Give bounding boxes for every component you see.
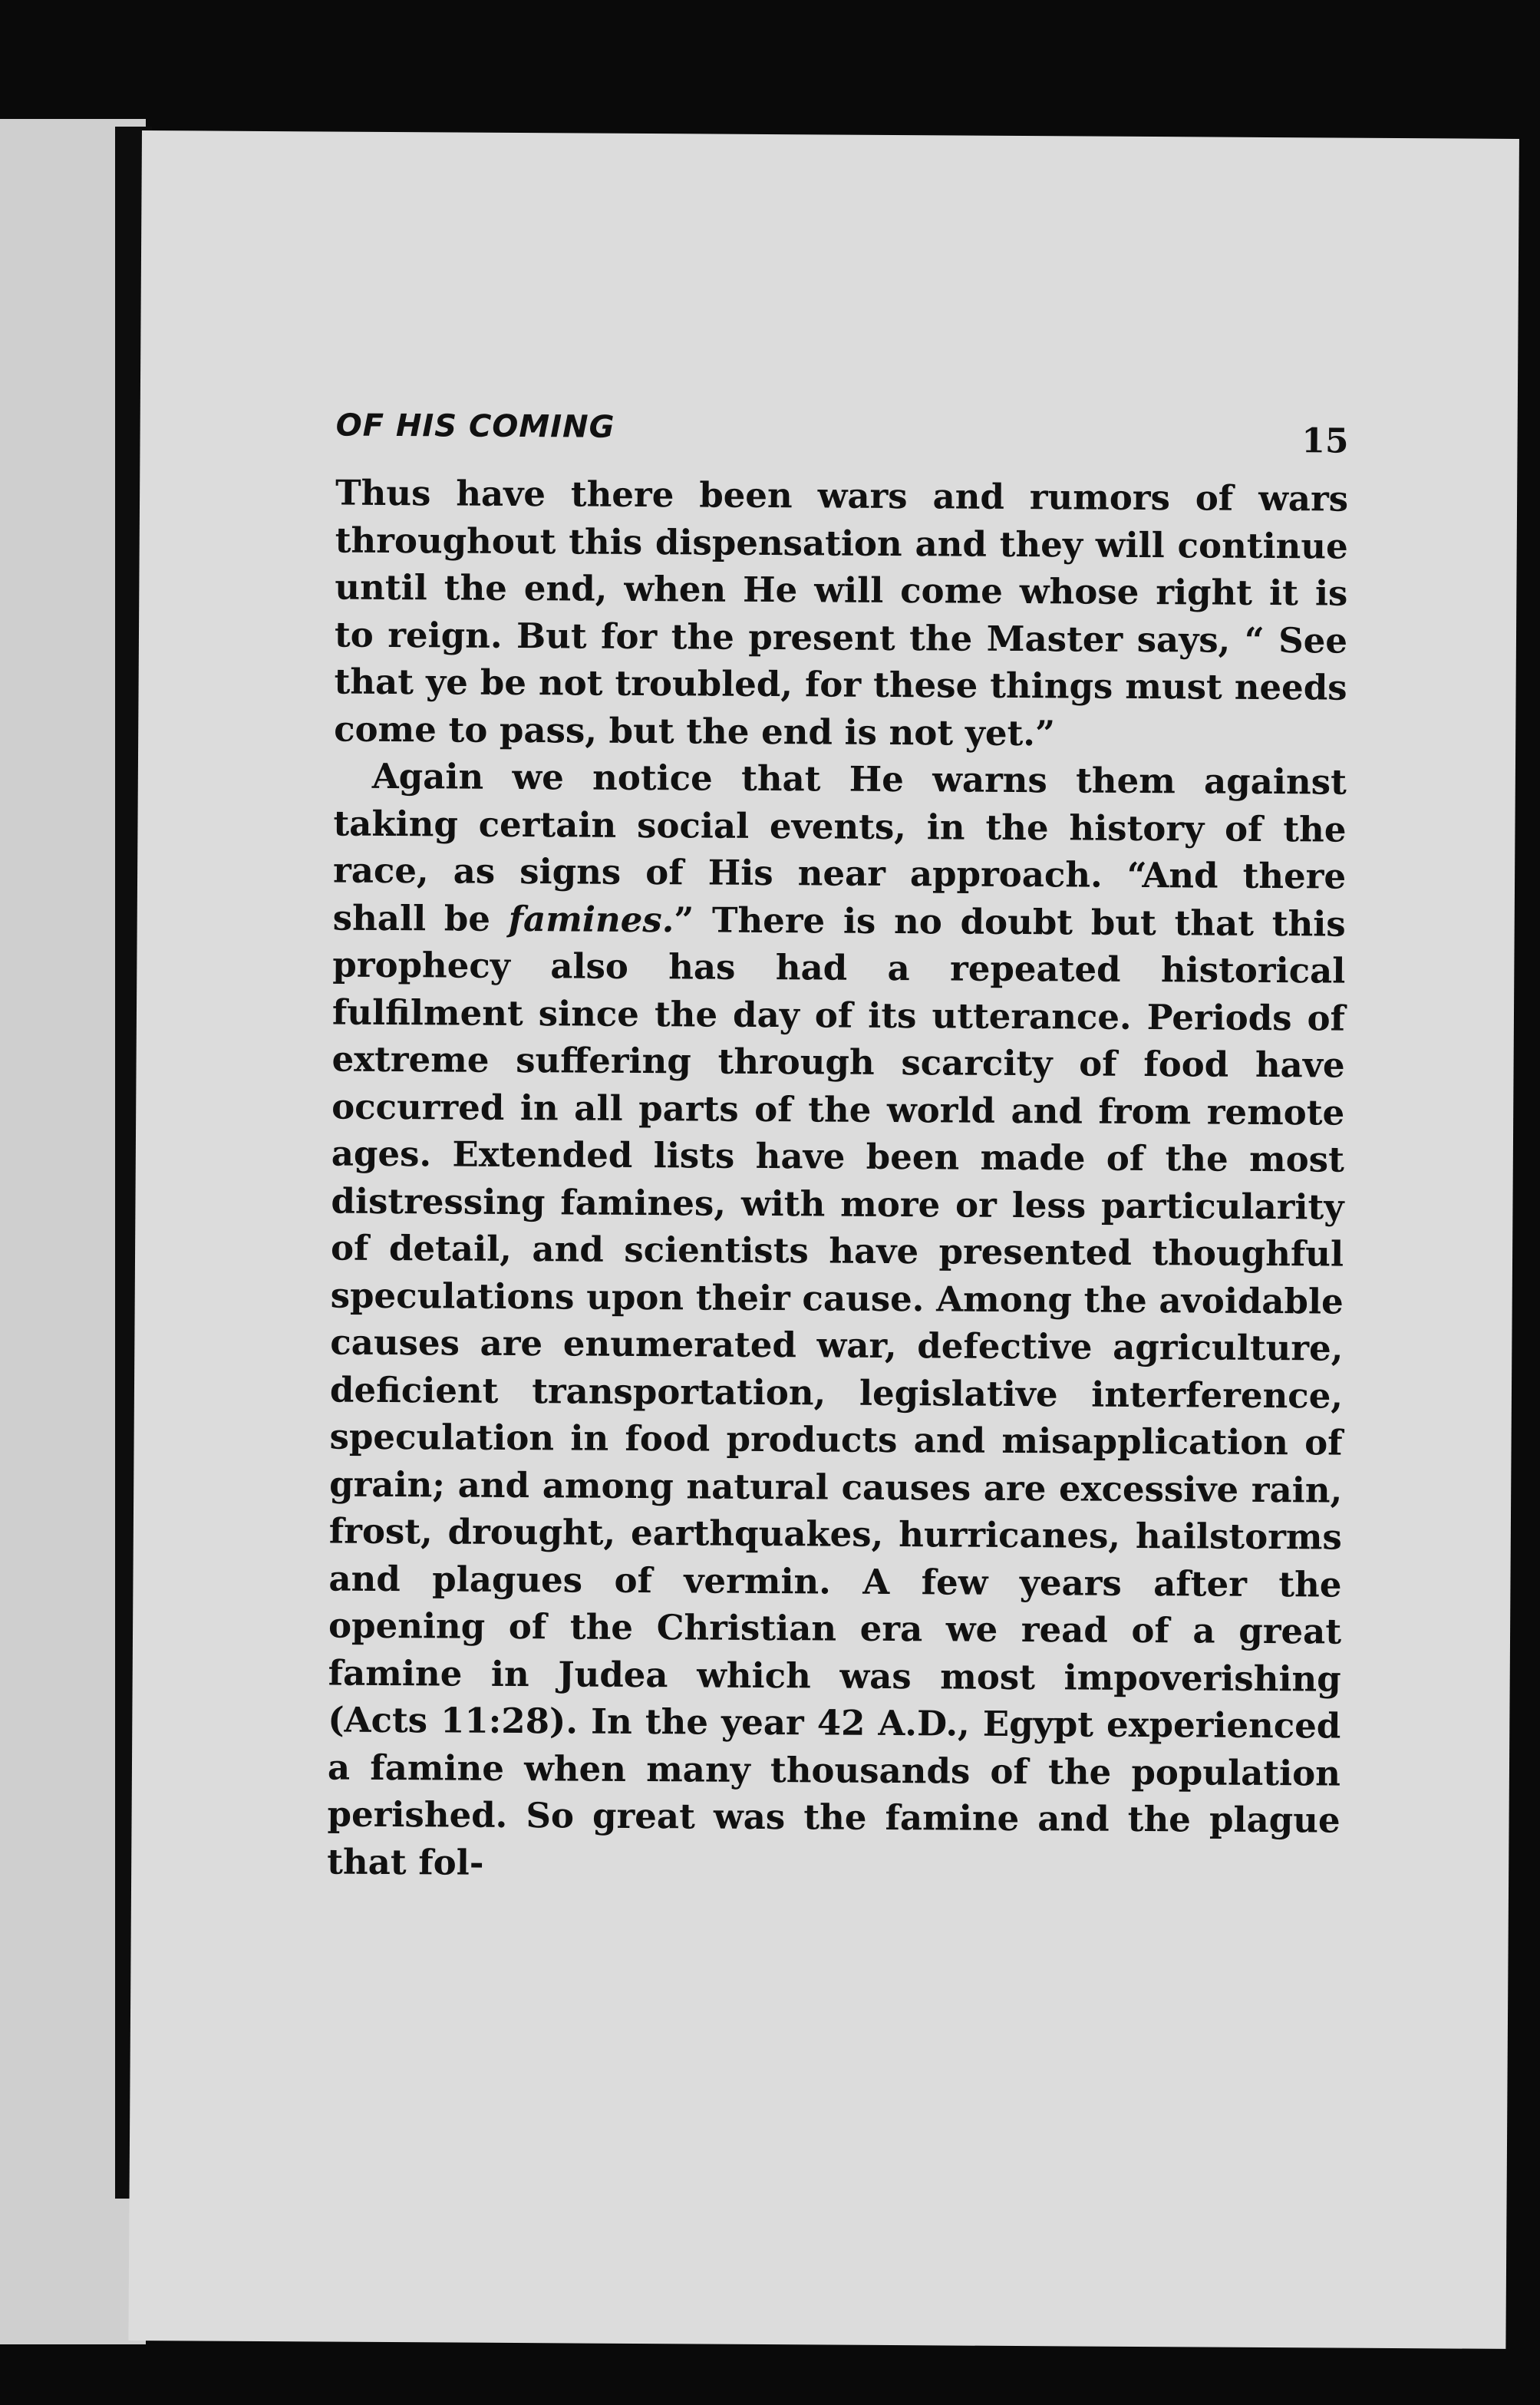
paragraph bbox=[334, 470, 1348, 759]
text-segment: Thus have there been wars and rumors of wars throughout this dispensation and they will continue until the end, when He will come whose right it is to reign. But for the present the Master says, “ See that ye be not troubled, for these things must needs come to pass, but the end is not yet.” bbox=[334, 472, 1349, 754]
running-title: OF HIS COMING bbox=[335, 407, 615, 445]
running-head bbox=[335, 408, 1348, 476]
italic-text: famines. bbox=[508, 898, 674, 940]
text-segment: ” There is no doubt but that this prophecy also has had a repeated historical fulfilment since the day of its utterance. Periods of extreme suffering through scarcity of food have occurred in all parts of the world and from remote ages. Extended lists have been made of the most distressing famines, with more or less particularity of detail, and scientists have presented thoughful speculations upon their cause. Among the avoidable causes are enumerated war, defective agriculture, deficient transportation, legislative interference, speculation in food products and misapplication of grain; and among natural causes are excessive rain, frost, drought, earthquakes, hurricanes, hailstorms and plagues of vermin. A few years after the opening of the Christian era we read of a great famine in Judea which was most impoverishing (Acts 11:28). In the year 42 A.D., Egypt experienced a famine when many thousands of the population perished. So great was the famine and the plague that fol- bbox=[327, 899, 1346, 1883]
text-segment: Again we notice that He warns them against taking certain social events, in the history of the race, as signs of His near approach. “And there shall be bbox=[332, 755, 1347, 939]
page-number: 15 bbox=[1301, 421, 1349, 461]
page-content bbox=[327, 408, 1349, 1892]
book-page bbox=[128, 130, 1519, 2349]
paragraph bbox=[327, 753, 1347, 1892]
body-text bbox=[327, 470, 1348, 1892]
